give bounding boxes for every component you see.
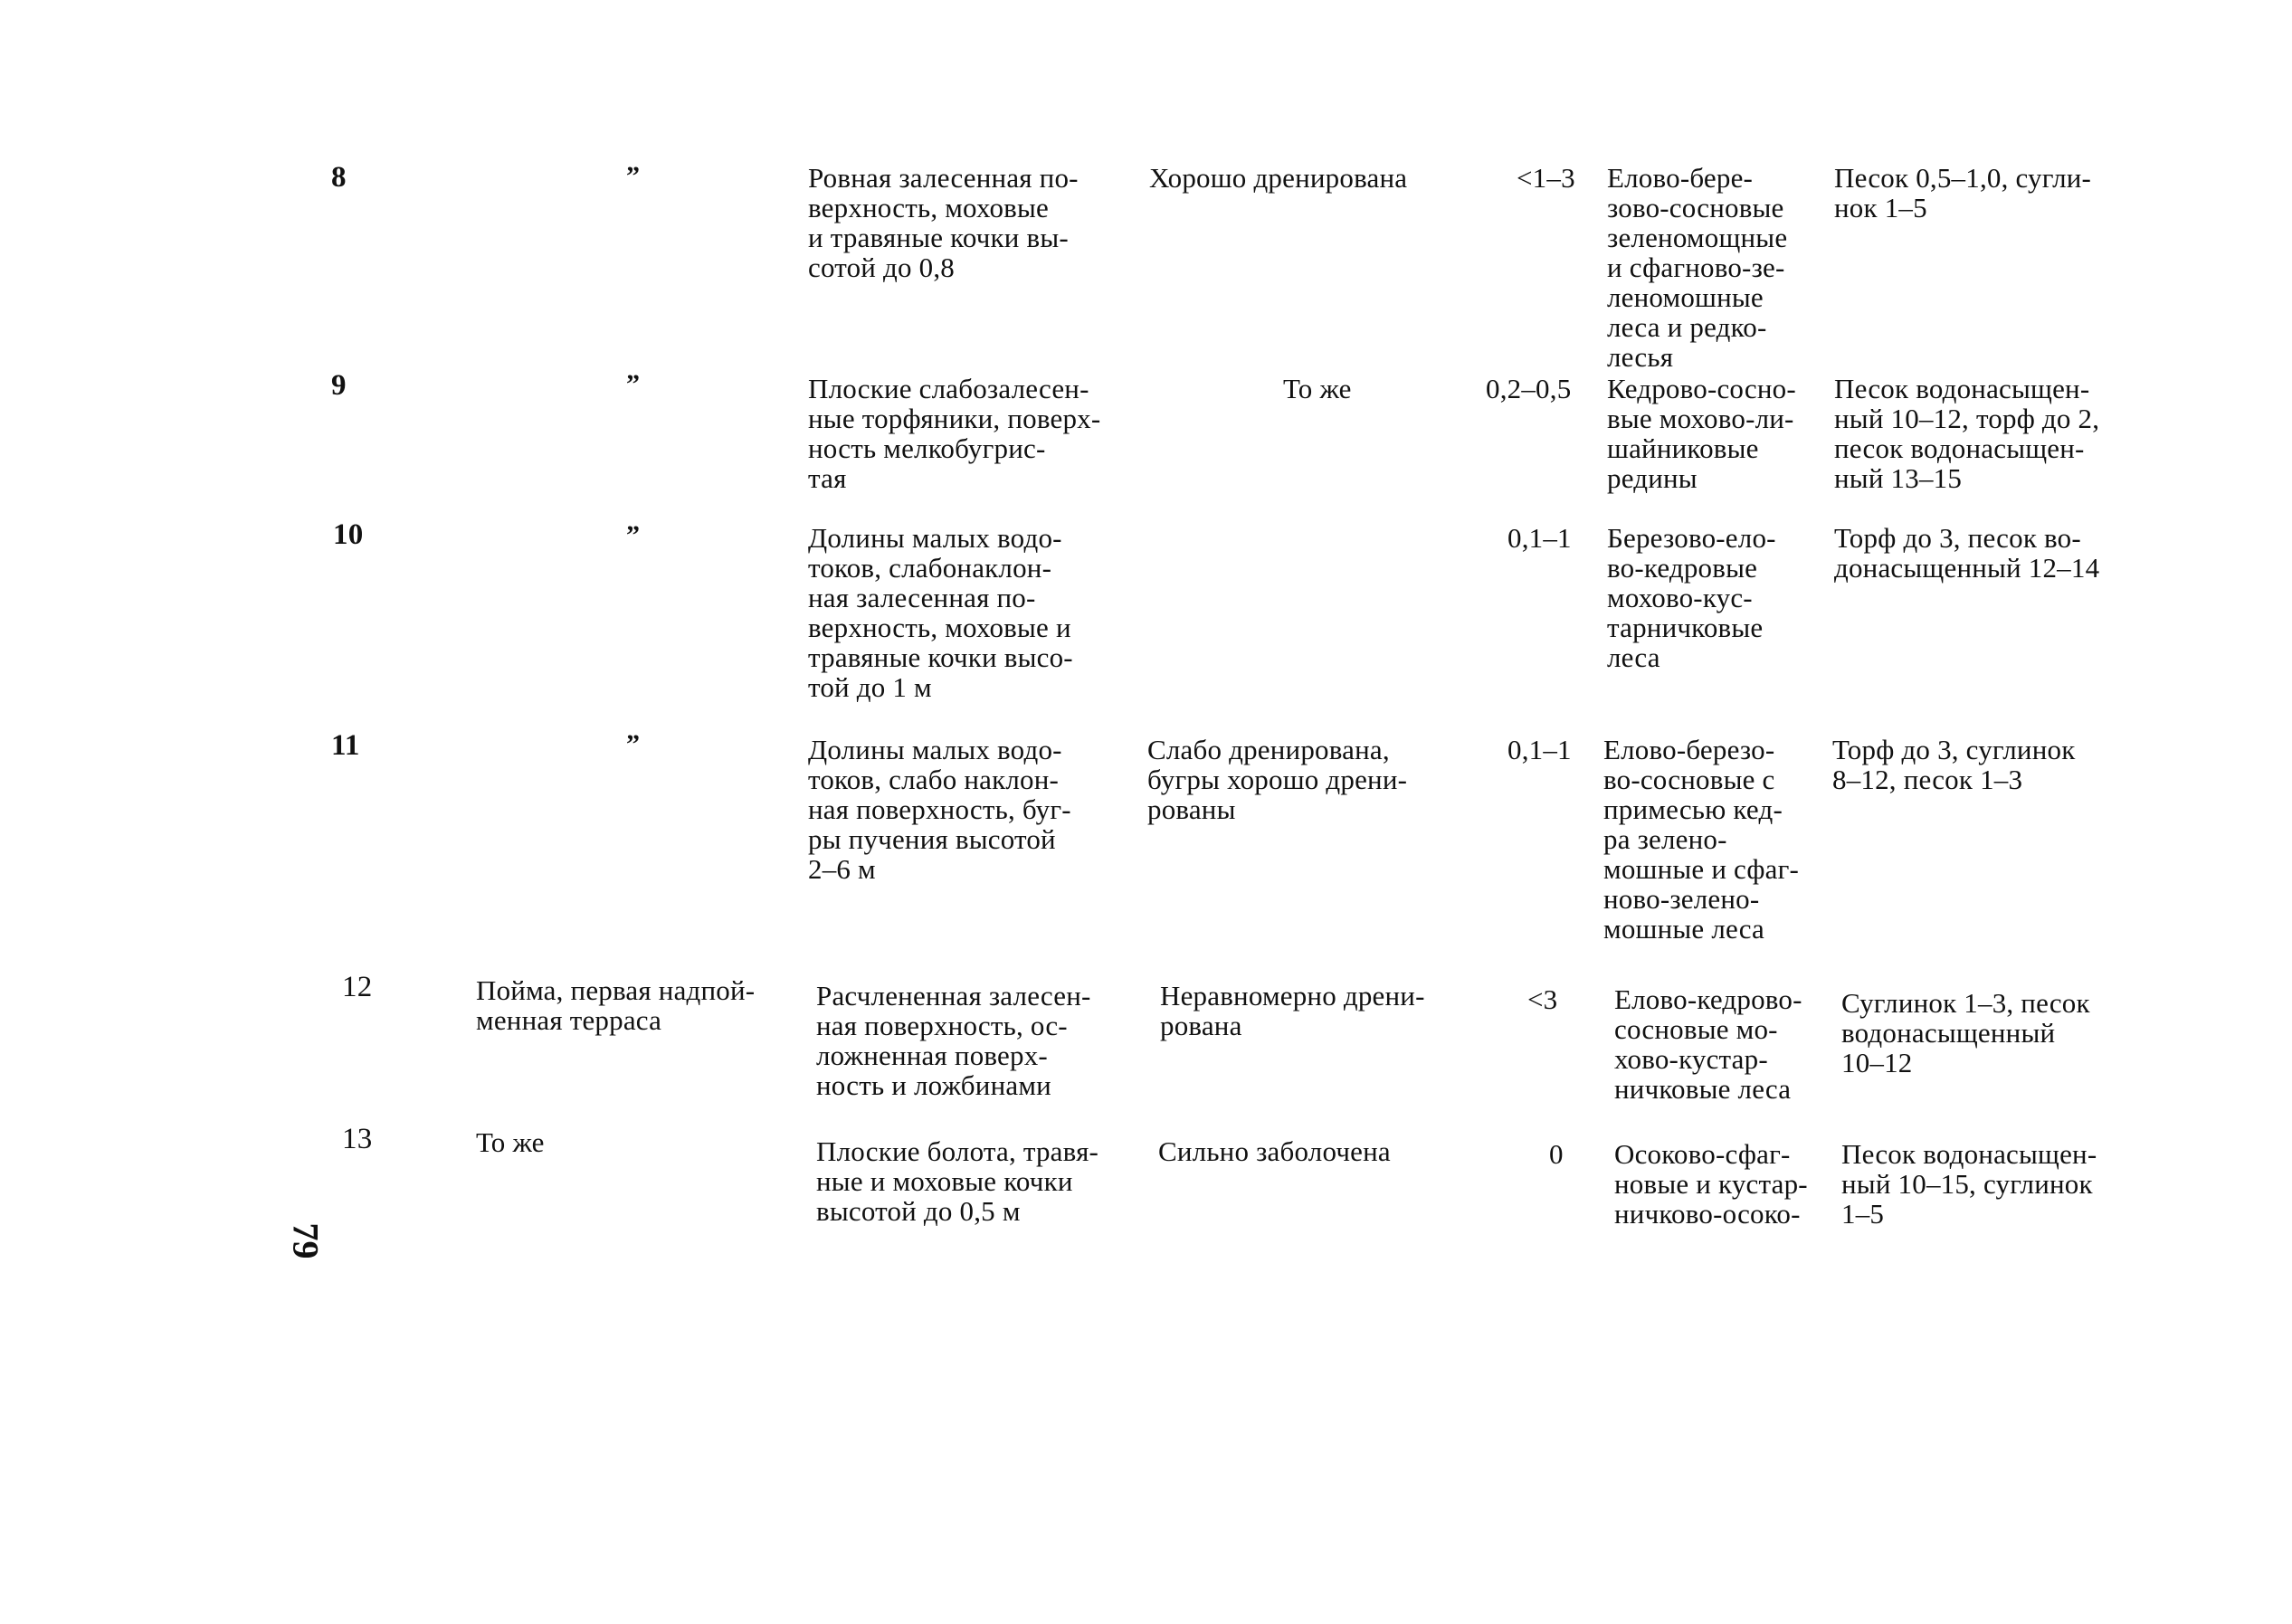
depth-cell: 0	[1549, 1138, 1564, 1170]
relief-cell: Долины малых водо- токов, слабонаклон- ная залесенная по- верхность, моховые и травяные кочки высо- той до 1 м	[808, 522, 1073, 703]
vegetation-cell: Осоково-сфаг- новые и кустар- ничково-осоко-	[1614, 1138, 1808, 1230]
landscape-cell: ”	[626, 369, 641, 399]
landscape-cell: ”	[626, 520, 641, 550]
relief-cell: Расчлененная залесен- ная поверхность, ос- ложненная поверх- ность и ложбинами	[816, 980, 1091, 1101]
soils-cell: Торф до 3, песок во- донасыщенный 12–14	[1834, 522, 2100, 584]
soils-cell: Торф до 3, суглинок 8–12, песок 1–3	[1832, 734, 2076, 795]
row-number: 9	[331, 369, 347, 402]
landscape-cell: ”	[626, 729, 641, 759]
depth-cell: 0,1–1	[1507, 522, 1572, 554]
landscape-cell: Пойма, первая надпой- менная терраса	[476, 974, 756, 1036]
soils-cell: Песок водонасыщен- ный 10–12, торф до 2, песок водонасыщен- ный 13–15	[1834, 373, 2100, 494]
landscape-cell: ”	[626, 161, 641, 191]
soils-cell: Песок водонасыщен- ный 10–15, суглинок 1–5	[1841, 1138, 2097, 1230]
depth-cell: 0,2–0,5	[1486, 373, 1572, 404]
vegetation-cell: Елово-кедрово- сосновые мо- хово-кустар- ничковые леса	[1614, 983, 1802, 1105]
depth-cell: <3	[1527, 983, 1558, 1015]
page-number: 79	[285, 1222, 327, 1259]
row-number: 8	[331, 161, 347, 194]
row-number: 13	[342, 1123, 373, 1155]
relief-cell: Долины малых водо- токов, слабо наклон- ная поверхность, буг- ры пучения высотой 2–6 м	[808, 734, 1071, 885]
soils-cell: Песок 0,5–1,0, сугли- нок 1–5	[1834, 162, 2092, 223]
landscape-cell: То же	[476, 1126, 545, 1158]
relief-cell: Ровная залесенная по- верхность, моховые и травяные кочки вы- сотой до 0,8	[808, 162, 1079, 283]
row-number: 12	[342, 971, 373, 1003]
soils-cell: Суглинок 1–3, песок водонасыщенный 10–12	[1841, 987, 2090, 1078]
depth-cell: <1–3	[1517, 162, 1575, 194]
drainage-cell: Сильно заболочена	[1158, 1135, 1391, 1167]
vegetation-cell: Кедрово-сосно- вые мохово-ли- шайниковые редины	[1607, 373, 1796, 494]
drainage-cell: Хорошо дренирована	[1149, 162, 1408, 194]
row-number: 10	[333, 518, 364, 551]
vegetation-cell: Березово-ело- во-кедровые мохово-кус- тарничковые леса	[1607, 522, 1776, 673]
vegetation-cell: Елово-березо- во-сосновые с примесью кед- ра зелено- мошные и сфаг- ново-зелено- мошные леса	[1603, 734, 1800, 945]
relief-cell: Плоские слабозалесен- ные торфяники, поверх- ность мелкобугрис- тая	[808, 373, 1101, 494]
drainage-cell: То же	[1283, 373, 1352, 404]
vegetation-cell: Елово-бере- зово-сосновые зеленомощные и сфагново-зе- леномошные леса и редко- лесья	[1607, 162, 1788, 373]
depth-cell: 0,1–1	[1507, 734, 1572, 765]
drainage-cell: Неравномерно дрени- рована	[1160, 980, 1425, 1041]
row-number: 11	[331, 729, 360, 762]
drainage-cell: Слабо дренирована, бугры хорошо дрени- рованы	[1147, 734, 1408, 825]
relief-cell: Плоские болота, травя- ные и моховые кочки высотой до 0,5 м	[816, 1135, 1099, 1227]
